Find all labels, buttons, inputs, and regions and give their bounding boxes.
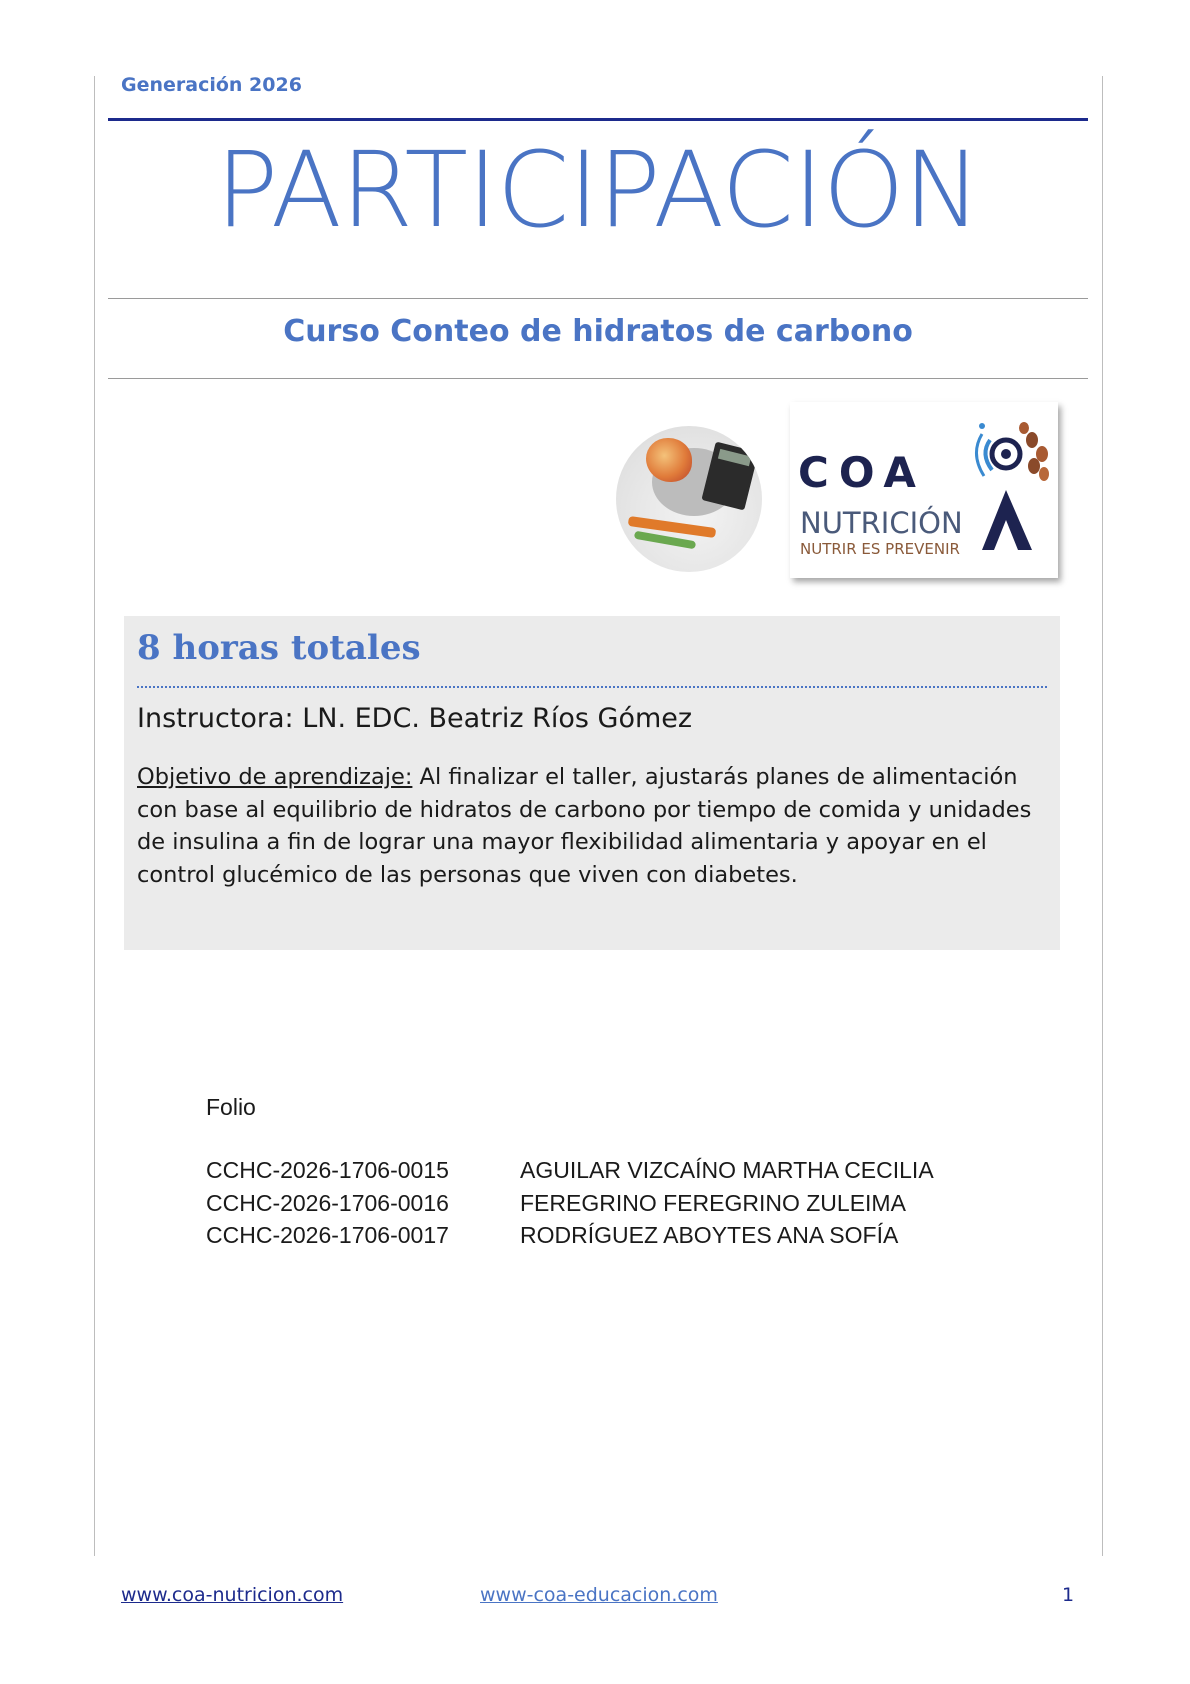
folio-code: CCHC-2026-1706-0016: [206, 1189, 449, 1216]
apple-icon: [646, 438, 692, 482]
logo-slogan: NUTRIR ES PREVENIR: [800, 540, 960, 558]
coa-nutricion-logo: [790, 402, 1058, 578]
participant-name: RODRÍGUEZ ABOYTES ANA SOFÍA: [520, 1222, 899, 1248]
hours-dotted-divider: [137, 686, 1047, 688]
course-photo: [616, 426, 762, 572]
folio-code: CCHC-2026-1706-0017: [206, 1222, 449, 1248]
course-bottom-divider: [108, 378, 1088, 379]
logo-name: NUTRICIÓN: [800, 506, 963, 540]
page-title: PARTICIPACIÓN: [215, 129, 981, 251]
right-margin-line: [1102, 76, 1103, 1556]
course-title: Curso Conteo de hidratos de carbono: [283, 314, 913, 349]
instructor-line: Instructora: LN. EDC. Beatriz Ríos Gómez: [137, 703, 693, 734]
page-number: 1: [1062, 1584, 1075, 1606]
header-divider: [108, 118, 1088, 121]
generation-label: Generación 2026: [121, 74, 302, 96]
folio-row: [206, 1219, 934, 1252]
left-margin-line: [94, 76, 95, 1556]
folio-code: CCHC-2026-1706-0015: [206, 1157, 449, 1183]
participant-name: FEREGRINO FEREGRINO ZULEIMA: [520, 1189, 906, 1216]
footer-link-coa-educacion[interactable]: www-coa-educacion.com: [480, 1584, 718, 1606]
folio-list: [206, 1154, 934, 1252]
objective-text: Al finalizar el taller, ajustarás planes de alimentación con base al equilibrio de hidratos de carbono por tiempo de comida y unidades de insulina a fin de lograr una mayor flexibilidad alimentaria y apoyar en el control glucémico de las personas que viven con diabetes.: [137, 764, 1032, 888]
logo-brand: COA: [798, 448, 926, 497]
folio-heading: Folio: [206, 1094, 256, 1120]
participant-name: AGUILAR VIZCAÍNO MARTHA CECILIA: [520, 1157, 934, 1183]
logo-figure-icon: [972, 410, 1056, 560]
learning-objective: [137, 761, 1047, 891]
folio-row: [206, 1154, 934, 1187]
footer-link-coa-nutricion[interactable]: www.coa-nutricion.com: [121, 1584, 344, 1606]
objective-label: Objetivo de aprendizaje:: [137, 764, 413, 790]
total-hours: 8 horas totales: [137, 628, 421, 668]
folio-row: [206, 1187, 934, 1220]
course-top-divider: [108, 298, 1088, 299]
